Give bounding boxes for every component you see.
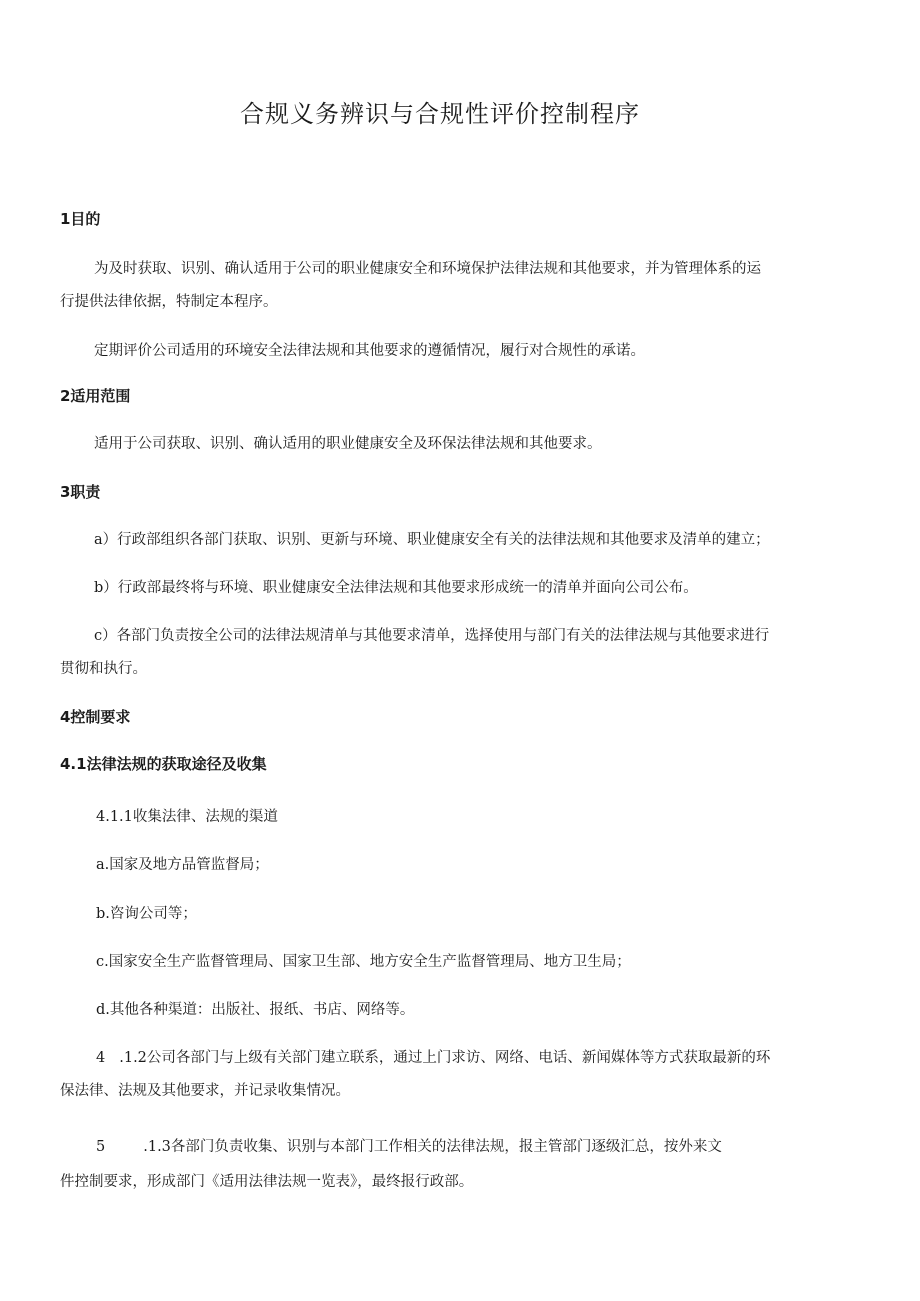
item-channel-a: a.国家及地方品管监督局； (96, 857, 269, 873)
section-3-item-c-line-2: 贯彻和执行。 (60, 661, 147, 677)
section-1-paragraph-1-line-2: 行提供法律依据，特制定本程序。 (60, 294, 278, 310)
section-4-heading: 4控制要求 (60, 708, 131, 726)
item-4-1-2-line-1 (96, 1046, 770, 1067)
item-channel-b: b.咨询公司等； (96, 906, 197, 922)
item-4-1-2-number: 4 (96, 1050, 106, 1066)
document-title: 合规义务辨识与合规性评价控制程序 (240, 100, 640, 128)
section-2-paragraph-1: 适用于公司获取、识别、确认适用的职业健康安全及环保法律法规和其他要求。 (94, 436, 602, 452)
section-3-heading: 3职责 (60, 483, 101, 501)
item-4-1-2-text: .1.2公司各部门与上级有关部门建立联系，通过上门求访、网络、电话、新闻媒体等方式获取最新的环 (119, 1050, 771, 1066)
item-4-1-2-line-2: 保法律、法规及其他要求，并记录收集情况。 (60, 1083, 350, 1099)
section-2-heading: 2适用范围 (60, 387, 131, 405)
section-1-paragraph-1-line-1: 为及时获取、识别、确认适用于公司的职业健康安全和环境保护法律法规和其他要求，并为管理体系的运 (94, 261, 761, 277)
item-4-1-3-number: 5 (96, 1139, 106, 1155)
item-4-1-3-line-1 (96, 1135, 722, 1156)
section-3-item-c-line-1: c）各部门负责按全公司的法律法规清单与其他要求清单，选择使用与部门有关的法律法规与其他要求进行 (94, 628, 770, 644)
item-channel-c: c.国家安全生产监督管理局、国家卫生部、地方安全生产监督管理局、地方卫生局； (96, 954, 631, 970)
section-1-paragraph-2: 定期评价公司适用的环境安全法律法规和其他要求的遵循情况，履行对合规性的承诺。 (94, 343, 645, 359)
item-4-1-3-text: .1.3各部门负责收集、识别与本部门工作相关的法律法规，报主管部门逐级汇总，按外来文 (143, 1139, 722, 1155)
section-4-1-heading: 4.1法律法规的获取途径及收集 (60, 755, 267, 773)
item-4-1-3-line-2: 件控制要求，形成部门《适用法律法规一览表》，最终报行政部。 (60, 1174, 474, 1190)
section-3-item-a: a）行政部组织各部门获取、识别、更新与环境、职业健康安全有关的法律法规和其他要求及清单的建立； (94, 532, 770, 548)
item-channel-d: d.其他各种渠道：出版社、报纸、书店、网络等。 (96, 1002, 415, 1018)
item-4-1-1: 4.1.1收集法律、法规的渠道 (96, 809, 278, 825)
section-1-heading: 1目的 (60, 210, 101, 228)
section-3-item-b: b）行政部最终将与环境、职业健康安全法律法规和其他要求形成统一的清单并面向公司公布。 (94, 580, 698, 596)
